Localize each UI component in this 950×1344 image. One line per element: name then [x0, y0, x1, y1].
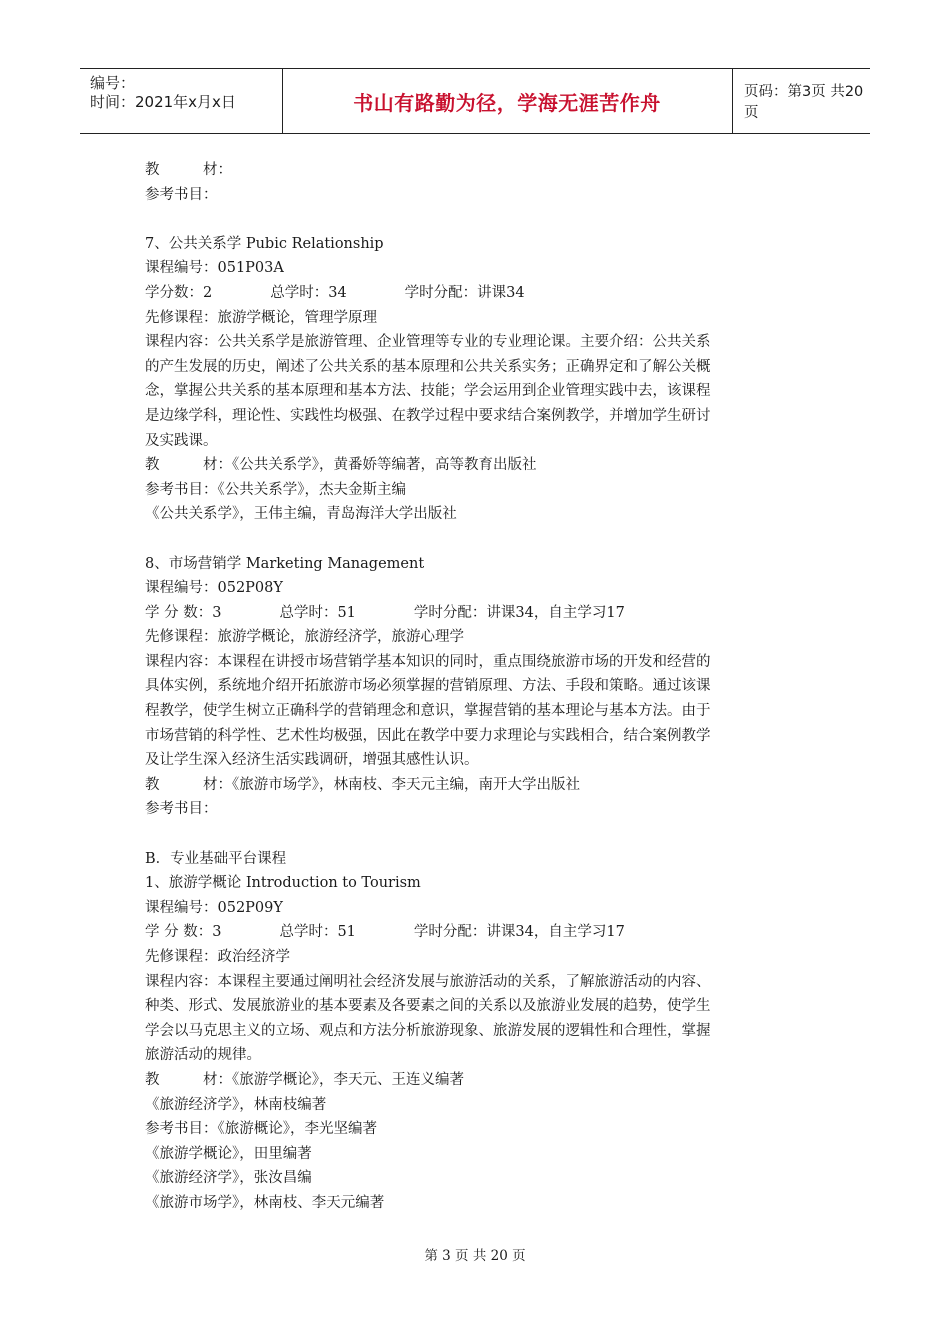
document-number-label: 编号：: [90, 74, 136, 92]
text-line: 的产生发展的历史，阐述了公共关系的基本原理和公共关系实务；正确界定和了解公关概: [145, 358, 711, 375]
motto-text: 书山有路勤为径，学海无涯苦作舟: [353, 90, 661, 115]
text-line: 1、旅游学概论 Introduction to Tourism: [145, 875, 421, 892]
text-line: 学 分 数：3 总学时：51 学时分配：讲课34，自主学习17: [145, 924, 625, 941]
text-line: 教 材：《旅游学概论》，李天元、王连义编著: [145, 1071, 464, 1088]
text-line: 教 材：《旅游市场学》，林南枝、李天元主编，南开大学出版社: [145, 776, 580, 793]
page-header: [80, 68, 870, 134]
text-line: 课程编号：051P03A: [145, 260, 284, 277]
text-line: 参考书目：《公共关系学》，杰夫金斯主编: [145, 481, 406, 498]
page-footer: 第 3 页 共 20 页: [424, 1248, 526, 1264]
text-line: 7、公共关系学 Pubic Relationship: [145, 235, 384, 252]
text-line: 课程编号：052P09Y: [145, 899, 283, 916]
text-line: 《旅游经济学》，林南枝编著: [145, 1096, 327, 1113]
text-line: 具体实例，系统地介绍开拓旅游市场必须掌握的营销原理、方法、手段和策略。通过该课: [145, 678, 711, 695]
blank-line: [145, 207, 805, 232]
text-line: 参考书目：: [145, 186, 218, 203]
text-line: 先修课程：政治经济学: [145, 949, 290, 965]
text-line: B．专业基础平台课程: [145, 850, 287, 867]
header-motto-cell: [282, 69, 733, 133]
text-line: 先修课程：旅游学概论，管理学原理: [145, 309, 377, 326]
blank-line: [145, 527, 805, 552]
header-page-cell: [732, 69, 870, 133]
text-line: 课程内容：本课程在讲授市场营销学基本知识的同时，重点围绕旅游市场的开发和经营的: [145, 653, 711, 670]
text-line: 市场营销的科学性、艺术性均极强，因此在教学中要力求理论与实践相合，结合案例教学: [145, 727, 711, 744]
text-line: 8、市场营销学 Marketing Management: [145, 555, 425, 572]
text-line: 学分数：2 总学时：34 学时分配：讲课34: [145, 284, 525, 301]
text-line: 课程内容：本课程主要通过阐明社会经济发展与旅游活动的关系，了解旅游活动的内容、: [145, 973, 711, 990]
text-line: 《旅游市场学》，林南枝、李天元编著: [145, 1194, 385, 1211]
text-line: 旅游活动的规律。: [145, 1047, 261, 1064]
text-line: 种类、形式、发展旅游业的基本要素及各要素之间的关系以及旅游业发展的趋势，使学生: [145, 998, 711, 1015]
text-line: 学 分 数：3 总学时：51 学时分配：讲课34，自主学习17: [145, 604, 625, 621]
text-line: 教 材：《公共关系学》，黄番娇等编著，高等教育出版社: [145, 457, 537, 474]
header-page-number: 页码：第3页 共20页: [744, 84, 864, 121]
text-line: 及实践课。: [145, 432, 218, 449]
text-line: 课程编号：052P08Y: [145, 580, 283, 597]
text-line: 参考书目：: [145, 801, 218, 818]
text-line: 《旅游学概论》，田里编著: [145, 1145, 312, 1162]
text-line: 参考书目：《旅游概论》，李光坚编著: [145, 1121, 377, 1138]
text-line: 念，掌握公共关系的基本原理和基本方法、技能；学会运用到企业管理实践中去，该课程: [145, 383, 711, 400]
text-line: 《旅游经济学》，张汝昌编: [145, 1170, 312, 1187]
text-line: 《公共关系学》，王伟主编，青岛海洋大学出版社: [145, 506, 457, 523]
text-line: 程教学，使学生树立正确科学的营销理念和意识，掌握营销的基本理论与基本方法。由于: [145, 703, 711, 720]
text-line: 学会以马克思主义的立场、观点和方法分析旅游现象、旅游发展的逻辑性和合理性，掌握: [145, 1022, 711, 1039]
text-line: 是边缘学科，理论性、实践性均极强、在教学过程中要求结合案例教学，并增加学生研讨: [145, 407, 711, 424]
text-line: 先修课程：旅游学概论，旅游经济学，旅游心理学: [145, 629, 464, 646]
header-info-cell: [80, 69, 283, 133]
date-label: 时间：2021年x月x日: [90, 93, 236, 111]
document-body: [145, 158, 805, 1216]
text-line: 及让学生深入经济生活实践调研，增强其感性认识。: [145, 752, 479, 769]
text-line: 课程内容：公共关系学是旅游管理、企业管理等专业的专业理论课。主要介绍：公共关系: [145, 334, 711, 351]
text-line: 教 材：: [145, 162, 232, 178]
blank-line: [145, 822, 805, 847]
